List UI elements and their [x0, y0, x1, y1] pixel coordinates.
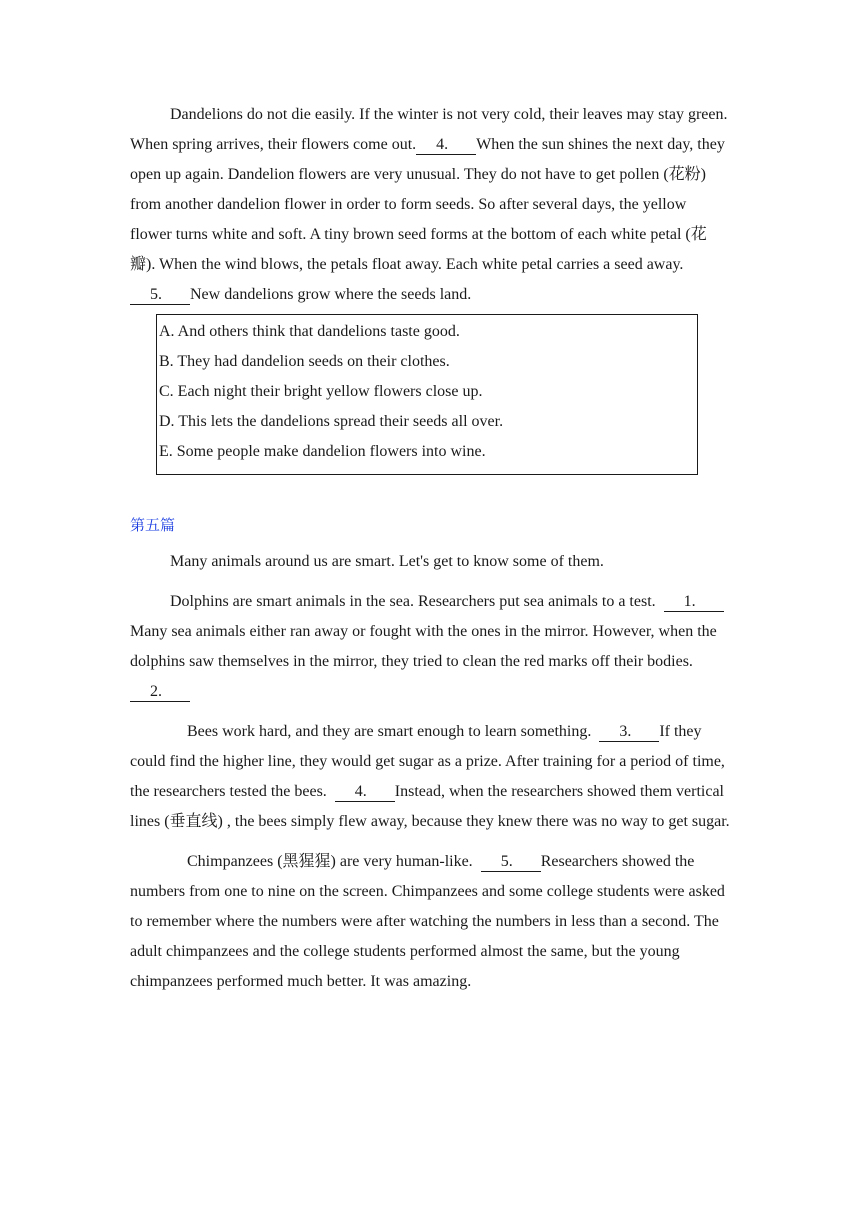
option-b: B. They had dandelion seeds on their clothes.: [159, 353, 450, 370]
dolphins-paragraph: [130, 587, 730, 707]
blank-4b[interactable]: 4.: [335, 783, 395, 802]
dolphins-sentence-2: Many sea animals either ran away or fought with the ones in the mirror. However, when the dolphins saw themselves in the mirror, they tried to clean the red marks off their bodies.: [130, 623, 717, 670]
document-page: [130, 100, 730, 997]
bees-sentence-2: If they could find the higher line, they would get sugar as a prize. After training for a period of time, the researchers tested the bees.: [130, 723, 725, 800]
bees-sentence-1: Bees work hard, and they are smart enough to learn something.: [187, 723, 592, 740]
bees-sentence-3: Instead, when the researchers showed them vertical lines (垂直线) , the bees simply flew away, because they knew there was no way to get sugar.: [130, 783, 730, 830]
passage5-intro: Many animals around us are smart. Let's get to know some of them.: [170, 553, 604, 570]
passage4-sentence-1: Dandelions do not die easily. If the winter is not very cold, their leaves may stay green. When spring arrives, their flowers come out.: [130, 106, 728, 153]
option-c: C. Each night their bright yellow flowers close up.: [159, 383, 483, 400]
options-box: [156, 314, 698, 475]
passage4-sentence-2: When the sun shines the next day, they open up again. Dandelion flowers are very unusual. They do not have to get pollen (花粉) from another dandelion flower in order to form seeds. So after several days, the yellow flower turns white and soft. A tiny brown seed forms at the bottom of each white petal (花瓣). When the wind blows, the petals float away. Each white petal carries a seed away.: [130, 136, 725, 273]
dolphins-sentence-1: Dolphins are smart animals in the sea. Researchers put sea animals to a test.: [170, 593, 656, 610]
option-d: D. This lets the dandelions spread their seeds all over.: [159, 413, 504, 430]
blank-1[interactable]: 1.: [664, 593, 724, 612]
blank-5[interactable]: 5.: [130, 286, 190, 305]
blank-3[interactable]: 3.: [599, 723, 659, 742]
passage4-paragraph: [130, 100, 730, 310]
chimps-sentence-1: Chimpanzees (黑猩猩) are very human-like.: [187, 853, 473, 870]
option-a: A. And others think that dandelions taste good.: [159, 323, 460, 340]
blank-2[interactable]: 2.: [130, 683, 190, 702]
passage4-sentence-3: New dandelions grow where the seeds land.: [190, 286, 472, 303]
blank-4[interactable]: 4.: [416, 136, 476, 155]
blank-5b[interactable]: 5.: [481, 853, 541, 872]
section-title: 第五篇: [130, 516, 176, 534]
option-e: E. Some people make dandelion flowers into wine.: [159, 443, 486, 460]
chimps-sentence-2: Researchers showed the numbers from one to nine on the screen. Chimpanzees and some college students were asked to remember where the numbers were after watching the numbers in less than a second. The adult chimpanzees and the college students performed almost the same, but the young chimpanzees performed much better. It was amazing.: [130, 853, 725, 990]
bees-paragraph: [130, 717, 730, 837]
chimps-paragraph: [130, 847, 730, 997]
